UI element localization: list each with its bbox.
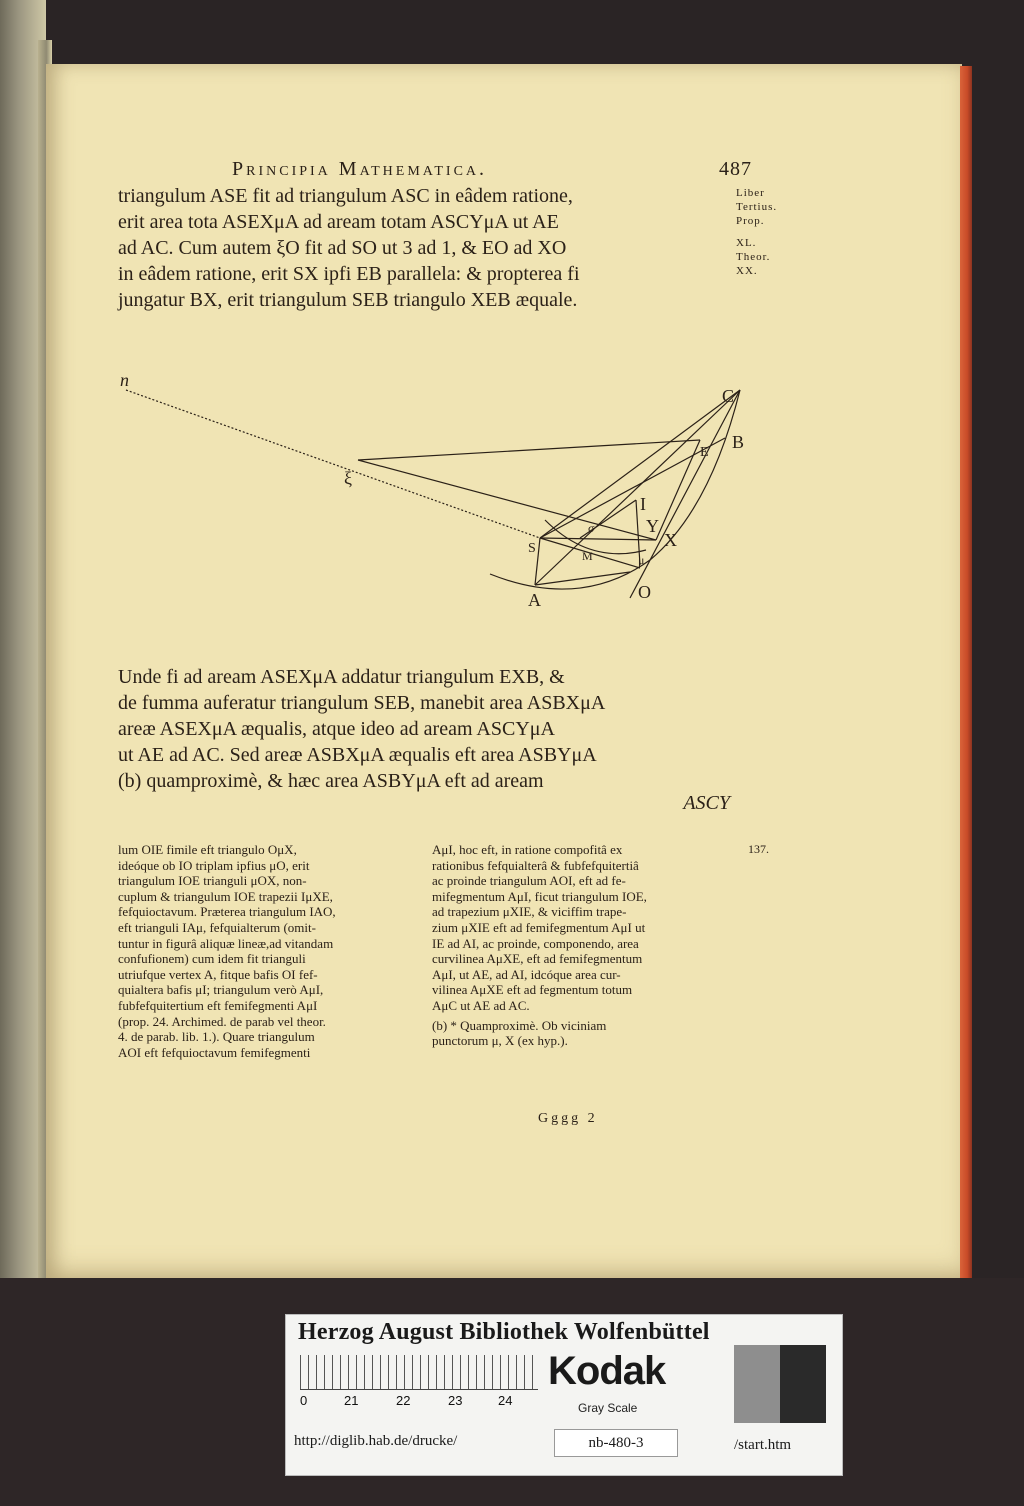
diagram-line-s-b <box>540 438 725 538</box>
footnote-line: vilinea AμXE eft ad fegmentum totum <box>432 982 633 998</box>
side-note-liber: Liber <box>736 187 765 199</box>
label-b: B <box>732 432 745 452</box>
side-note-theor: Theor. <box>736 251 771 263</box>
footnote-line: ad trapezium μXIE, & viciffim trape- <box>432 904 627 920</box>
footnote-line: triangulum IOE trianguli μOX, non- <box>118 873 307 889</box>
ruler-number: 21 <box>344 1393 359 1408</box>
kodak-logo: Kodak <box>548 1349 666 1393</box>
label-s: S <box>528 541 536 556</box>
diagram-line-s-c <box>540 390 740 538</box>
footnote-line: (prop. 24. Archimed. de parab vel theor. <box>118 1013 326 1029</box>
source-url: http://diglib.hab.de/drucke/ <box>294 1433 458 1449</box>
paragraph-line: (b) quamproximè, & hæc area ASBYμA eft ad aream <box>118 770 544 792</box>
shelfmark: nb-480-3 <box>554 1429 678 1457</box>
side-note-theor-number: XX. <box>736 265 758 277</box>
side-note-number: XL. <box>736 237 757 249</box>
footnote-line: cuplum & triangulum IOE trapezii IμXE, <box>118 888 333 904</box>
footnote-line: mifegmentum AμI, ficut triangulum IOE, <box>432 888 647 904</box>
label-a: A <box>528 590 541 610</box>
label-sigma: σ <box>588 521 595 535</box>
label-e: E <box>700 445 709 460</box>
label-c: C <box>722 386 735 406</box>
body-line: jungatur BX, erit triangulum SEB triangulo XEB æquale. <box>118 289 578 311</box>
label-n: n <box>120 370 129 390</box>
running-header <box>232 158 752 182</box>
diagram-line-e-x <box>656 440 700 540</box>
body-line: ad AC. Cum autem ξO fit ad SO ut 3 ad 1, & EO ad XO <box>118 237 567 259</box>
paragraph-line: Unde fi ad aream ASEXμA addatur triangulum EXB, & <box>118 666 565 688</box>
ruler-scale <box>300 1355 538 1390</box>
footnote-line: utriufque vertex A, fitque bafis OI fef- <box>118 966 318 982</box>
footnote-line: (b) * Quamproximè. Ob viciniam <box>432 1017 607 1033</box>
label-x: X <box>664 530 677 550</box>
signature-mark: Gggg 2 <box>538 1111 598 1126</box>
ruler-number: 23 <box>448 1393 463 1408</box>
ruler-number: 22 <box>396 1393 411 1408</box>
gray-scale-label: Gray Scale <box>578 1401 638 1415</box>
footnote-line: AOI eft fefquioctavum femifegmenti <box>118 1044 311 1060</box>
gray-patch <box>734 1345 780 1423</box>
footnote-line: fefquioctavum. Præterea triangulum IAO, <box>118 904 336 920</box>
footnote-line: ac proinde triangulum AOI, eft ad fe- <box>432 873 626 889</box>
footnote-line: rationibus fefquialterâ & fubfefquitertiâ <box>432 857 639 873</box>
label-xi: ξ <box>344 468 353 488</box>
ruler-number: 0 <box>300 1393 308 1408</box>
footnote-column-right <box>432 842 647 1049</box>
body-line: erit area tota ASEXμA ad aream totam ASCYμA ut AE <box>118 211 559 233</box>
diagram-inner-arc <box>545 520 646 554</box>
gray-scale-patches <box>734 1345 826 1423</box>
body-line: in eâdem ratione, erit SX ipfi EB parallela: & propterea fi <box>118 263 580 285</box>
footnote-line: eft trianguli IAμ, fefquialterum (omit- <box>118 919 316 935</box>
diagram-line-n-s <box>126 390 540 538</box>
side-note-tertius: Tertius. <box>736 201 778 213</box>
library-name: Herzog August Bibliothek Wolfenbüttel <box>298 1319 710 1345</box>
footnote-line: tuntur in figurâ aliquæ lineæ,ad vitandam <box>118 935 334 951</box>
footnote-line: ideóque ob IO triplam ipfius μO, erit <box>118 857 310 873</box>
footnote-line: punctorum μ, X (ex hyp.). <box>432 1033 568 1049</box>
footnote-line: AμC ut AE ad AC. <box>432 997 530 1013</box>
footnote-line: AμI, ut AE, ad AI, idcóque area cur- <box>432 966 621 982</box>
footnote-line: quialtera bafis μI; triangulum verò AμI, <box>118 982 324 998</box>
color-target <box>285 1314 843 1476</box>
label-y: Y <box>646 516 659 536</box>
label-m: M <box>582 549 593 563</box>
footnote-line: AμI, hoc eft, in ratione compofitâ ex <box>432 842 623 857</box>
paragraph-line: de fumma auferatur triangulum SEB, manebit area ASBXμA <box>118 692 606 714</box>
diagram-line-o-c <box>630 390 740 598</box>
diagram-parabola <box>490 390 740 589</box>
catchword: ASCY <box>683 792 730 814</box>
geometry-diagram <box>110 360 760 620</box>
page-number: 487 <box>719 158 752 180</box>
side-note-prop: Prop. <box>736 215 765 227</box>
paragraph-line: areæ ASEXμA æqualis, atque ideo ad aream ASCYμA <box>118 718 555 740</box>
footnote-line: 4. de parab. lib. 1.). Quare triangulum <box>118 1029 315 1045</box>
ruler-number: 24 <box>498 1393 513 1408</box>
footnote-column-left <box>118 842 336 1060</box>
label-i: I <box>640 494 646 514</box>
footnote-line: fubfefquitertium eft femifegmenti AμI <box>118 997 318 1013</box>
footnote-line: lum OIE fimile eft triangulo OμX, <box>118 842 297 857</box>
black-patch <box>780 1345 826 1423</box>
footnote-line: curvilinea AμXE, eft ad femifegmentum <box>432 951 643 967</box>
footnote-number: 137. <box>748 842 769 856</box>
label-o: O <box>638 582 651 602</box>
footnote-line: zium μXIE eft ad femifegmentum AμI ut <box>432 919 646 935</box>
running-title: Principia Mathematica. <box>232 158 488 180</box>
start-page: /start.htm <box>734 1437 792 1453</box>
paragraph-line: ut AE ad AC. Sed areæ ASBXμA æqualis eft area ASBYμA <box>118 744 597 766</box>
footnote-line: IE ad AI, ac proinde, componendo, area <box>432 935 639 951</box>
footnote-line: confufionem) cum idem fit trianguli <box>118 951 306 967</box>
body-line: triangulum ASE fit ad triangulum ASC in eâdem ratione, <box>118 185 573 207</box>
page-edge <box>960 66 972 1278</box>
label-mu: μ <box>638 553 645 567</box>
